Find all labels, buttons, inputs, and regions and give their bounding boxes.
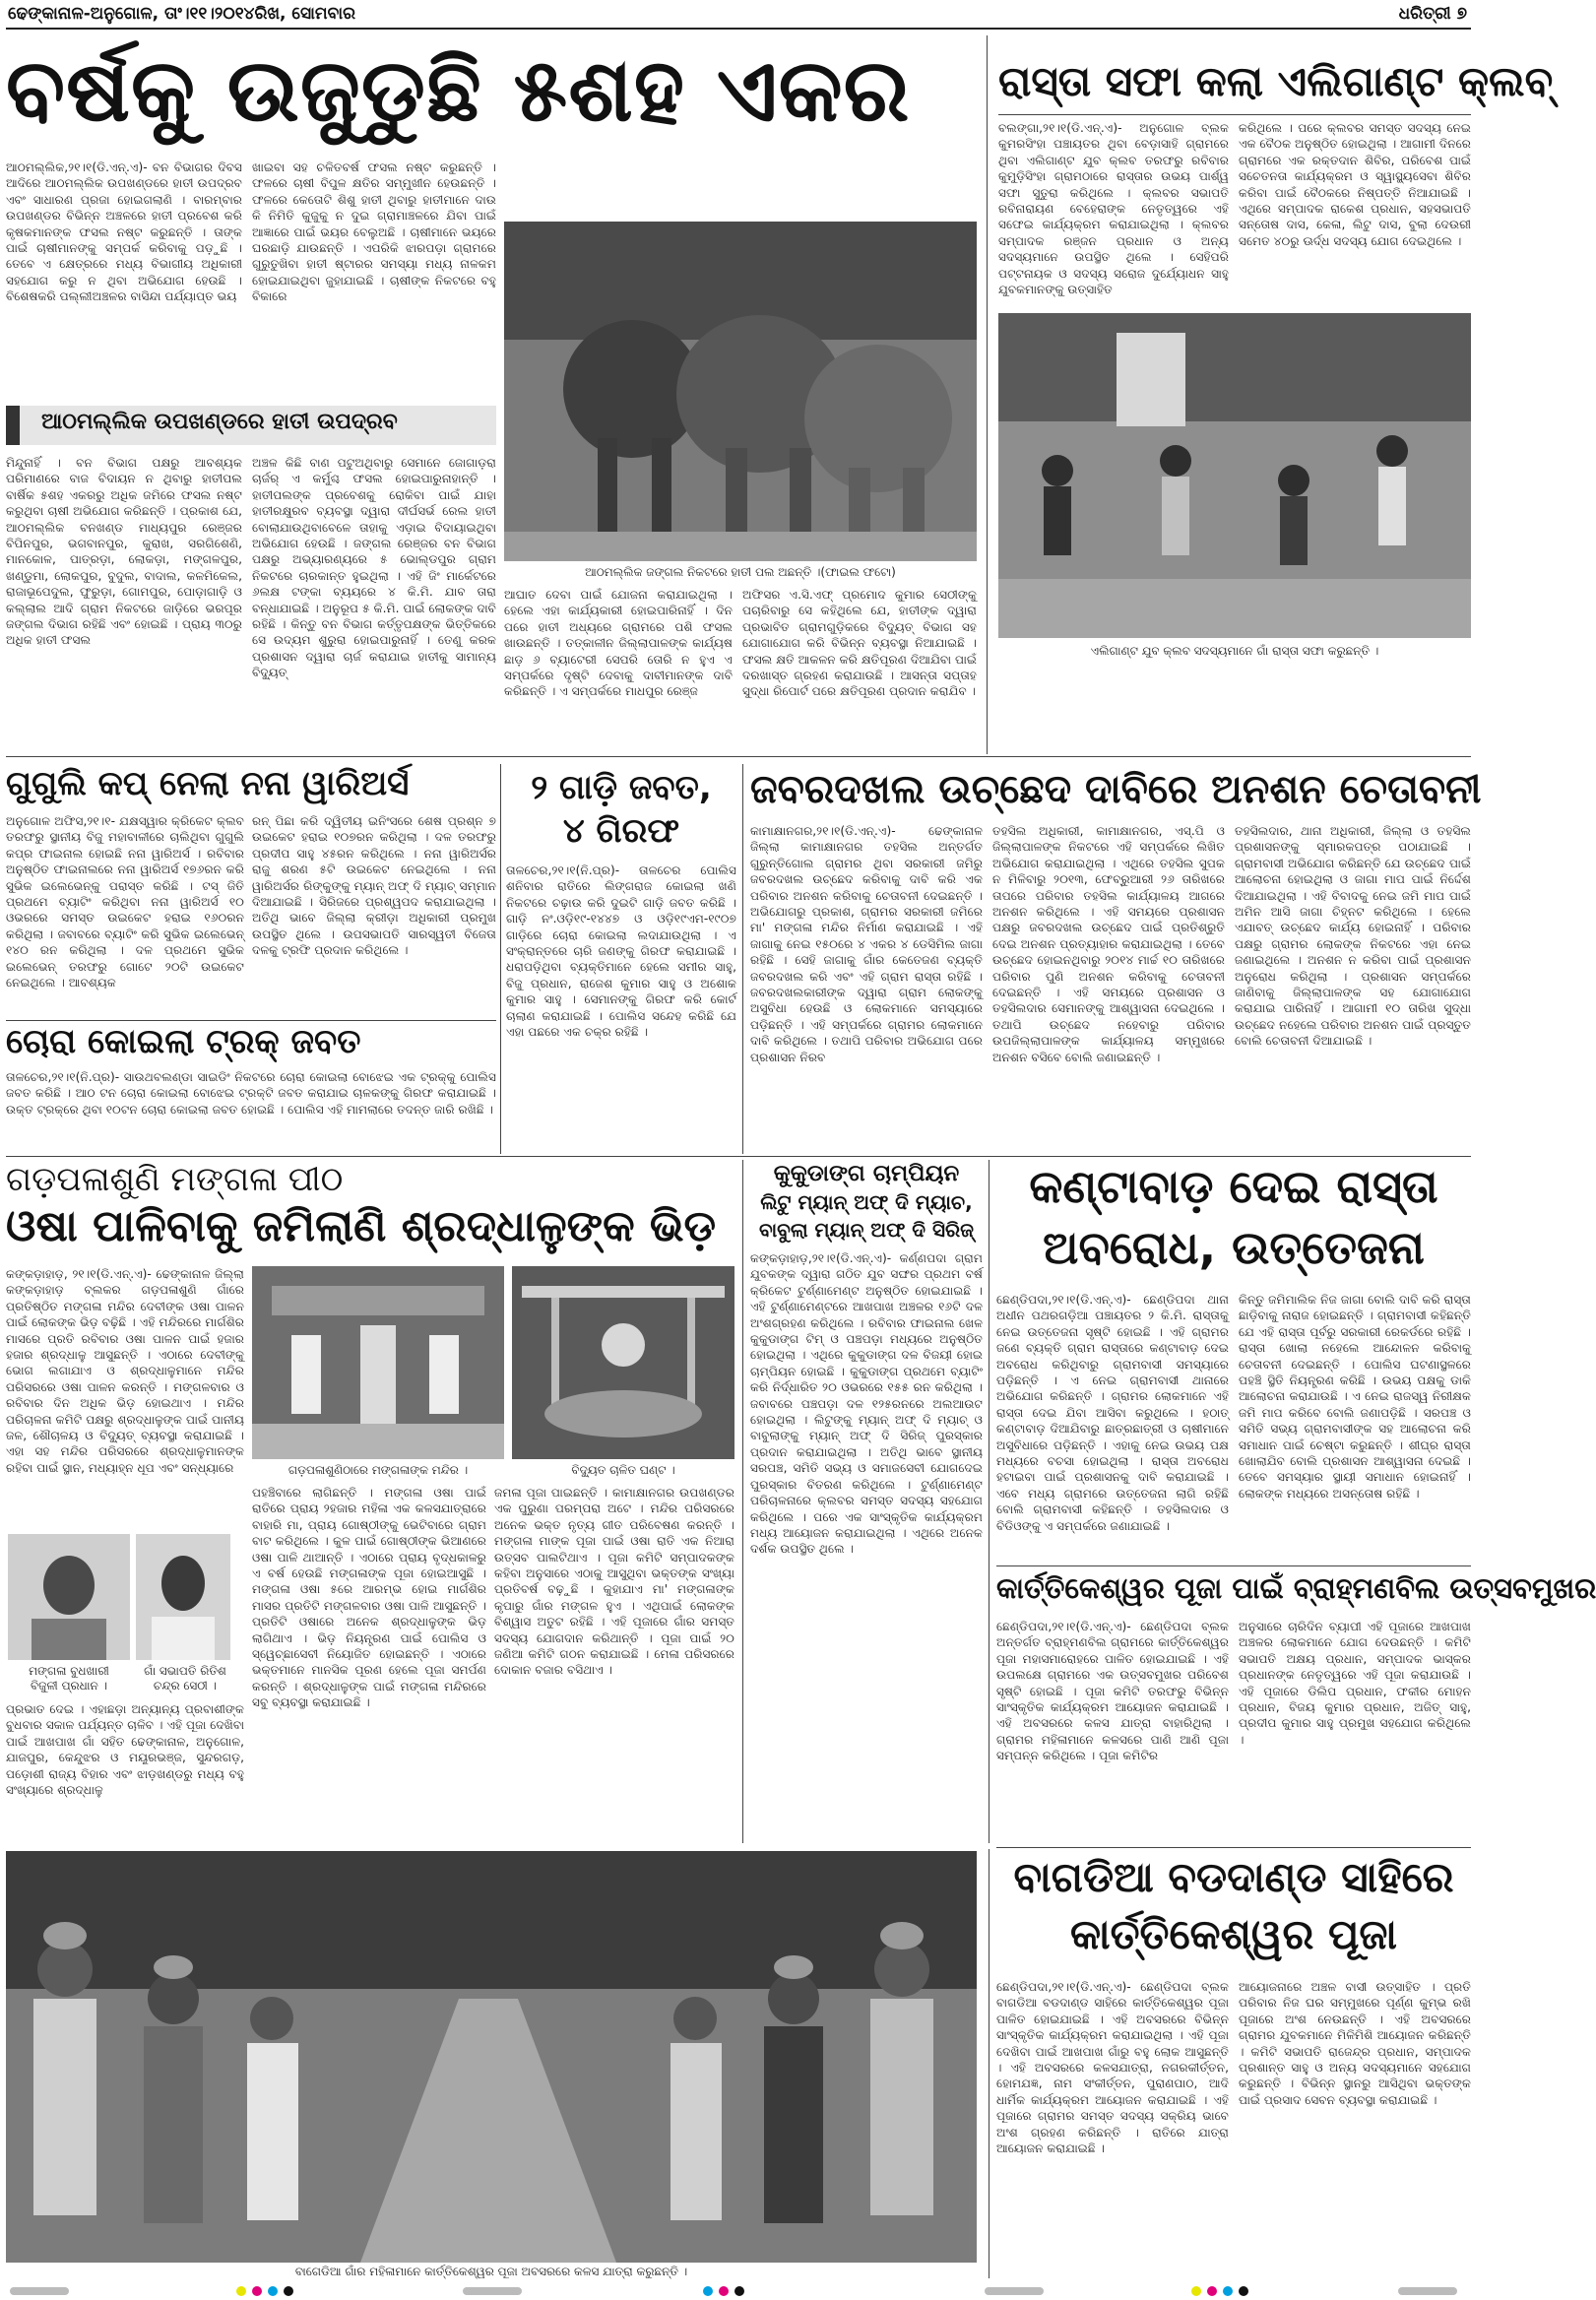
- column-rule: [500, 764, 501, 1154]
- person2-photo: [136, 1534, 230, 1660]
- bagadia-col2: ଆୟୋଜନାରେ ଅଞ୍ଚଳ ବାସୀ ଉତ୍ସାହିତ । ପ୍ରତି ପରିବାର ନିଜ ଘର ସମ୍ମୁଖରେ ପୂର୍ଣ୍ଣ କୁମ୍ଭ ରଖି ପୂଜାରେ ଅଂଶ ନେଉଛନ୍ତି । ଏହି ଅବସରରେ ଗ୍ରାମର ଯୁବକମାନେ ମିଳିମିଶି ଆୟୋଜନ କରିଛନ୍ତି । କମିଟି ସଭାପତି ରାଜେନ୍ଦ୍ର ପ୍ରଧାନ, ସମ୍ପାଦକ ପ୍ରଶାନ୍ତ ସାହୁ ଓ ଅନ୍ୟ ସଦସ୍ୟମାନେ ସହଯୋଗ କରୁଛନ୍ତି । ବିଭିନ୍ନ ସ୍ଥାନରୁ ଆସିଥିବା ଭକ୍ତଙ୍କ ପାଇଁ ପ୍ରସାଦ ସେବନ ବ୍ୟବସ୍ଥା କରାଯାଇଛି ।: [1239, 1980, 1471, 2107]
- elephant-photo-caption: ଆଠମଲ୍ଲିକ ଜଙ୍ଗଲ ନିକଟରେ ହାତୀ ପଲ ଅଛନ୍ତି ।(ଫାଇଲ ଫଟୋ): [585, 565, 896, 579]
- person2-portrait: [136, 1534, 230, 1660]
- thorns-col1: ଛେଣ୍ଡିପଦା,୨୧।୧(ଡି.ଏନ୍.ଏ)- ଛେଣ୍ଡିପଦା ଥାନା ଅଧୀନ ପଥରଗଡ଼ିଆ ପଞ୍ଚାୟତର ୨ କି.ମି. ରାସ୍ତାକୁ ନେଇ ଉତ୍ତେଜନା ସୃଷ୍ଟି ହୋଇଛି । ଏହି ଗ୍ରାମର ଜଣେ ବ୍ୟକ୍ତି ଗ୍ରାମ ରାସ୍ତାରେ କଣ୍ଟାବାଡ଼ ଦେଇ ଅବରୋଧ କରିଥିବାରୁ ଗ୍ରାମବାସୀ ସମସ୍ୟାରେ ପଡ଼ିଛନ୍ତି । ଏ ନେଇ ଗ୍ରାମବାସୀ ଥାନାରେ ଅଭିଯୋଗ କରିଛନ୍ତି । ଗ୍ରାମର ଲୋକମାନେ ଏହି ରାସ୍ତା ଦେଇ ଯିବା ଆସିବା କରୁଥିଲେ । ହଠାତ୍ କଣ୍ଟାବାଡ଼ ଦିଆଯିବାରୁ ଛାତ୍ରଛାତ୍ରୀ ଓ ଚାଷୀମାନେ ଅସୁବିଧାରେ ପଡ଼ିଛନ୍ତି । ଏହାକୁ ନେଇ ଉଭୟ ପକ୍ଷ ମଧ୍ୟରେ ବଚସା ହୋଇଥିଲା । ରାସ୍ତା ଅବରୋଧ ହଟାଇବା ପାଇଁ ପ୍ରଶାସନକୁ ଦାବି କରାଯାଇଛି । ଏବେ ମଧ୍ୟ ଗ୍ରାମରେ ଉତ୍ତେଜନା ଲାଗି ରହିଛି ବୋଲି ଗ୍ରାମବାସୀ କହିଛନ୍ତି । ତହସିଲଦାର ଓ ବିଡିଓଙ୍କୁ ଏ ସମ୍ପର୍କରେ ଜଣାଯାଇଛି ।: [996, 1293, 1229, 1533]
- coal-headline: ଚୋରା କୋଇଲା ଟ୍ରକ୍ ଜବତ: [6, 1022, 361, 1061]
- mangala-col3: ଜମଳା ପୂଜା ପାଇଛନ୍ତି । କାମାକ୍ଷାନଗର ଉପଖଣ୍ଡର ଏକ ପୁରୁଣା ପରମ୍ପରା ଅଟେ । ମନ୍ଦିର ପରିସରରେ ଅନେକ ଭକ୍ତ ନୃତ୍ୟ ଗୀତ ପରିବେଷଣ କରନ୍ତି । ମଙ୍ଗଳା ମାଙ୍କ ପୂଜା ପାଇଁ ଓଷା ରାତି ଏକ ନିଆରା ଉତ୍ସବ ପାଲଟିଥାଏ । ପୂଜା କମିଟି ସମ୍ପାଦକଙ୍କ କହିବା ଅନୁସାରେ ଏଠାକୁ ଆସୁଥିବା ଭକ୍ତଙ୍କ ସଂଖ୍ୟା ପ୍ରତିବର୍ଷ ବଢ଼ୁଛି । କୁହାଯାଏ ମା' ମଙ୍ଗଳାଙ୍କ କୃପାରୁ ଗାଁର ମଙ୍ଗଳ ହୁଏ । ଏଥିପାଇଁ ଲୋକଙ୍କ ବିଶ୍ୱାସ ଅତୁଟ ରହିଛି । ଏହି ପୂଜାରେ ଗାଁର ସମସ୍ତ ସଦସ୍ୟ ଯୋଗଦାନ କରିଥାନ୍ତି । ପୂଜା ପାଇଁ ୨୦ ଜଣିଆ କମିଟି ଗଠନ କରାଯାଇଛି । ମେଳା ପରିସରରେ ଦୋକାନ ବଜାର ବସିଥାଏ ।: [494, 1486, 734, 1678]
- registration-dot-black: [284, 2286, 293, 2296]
- club-headline: ରାସ୍ତା ସଫା କଲା ଏଲିଗାଣ୍ଟ କ୍ଲବ୍: [998, 57, 1554, 105]
- person1-photo: [8, 1534, 130, 1660]
- bagadia-headline-line2: କାର୍ତ୍ତିକେଶ୍ୱର ପୂଜା: [1069, 1910, 1398, 1958]
- registration-dot-yellow: [236, 2286, 246, 2296]
- kabaddi-headline-line1: କୁକୁଡାଙ୍ଗ ଚାମ୍ପିୟନ: [773, 1161, 960, 1186]
- person1-caption: ମଙ୍ଗଳା ବୁଧଖାରୀ ବିଜୁଳୀ ପ୍ରଧାନ ।: [29, 1664, 109, 1693]
- header-page-number: ଧରିତ୍ରୀ ୭: [1398, 4, 1467, 24]
- procession-photo: [6, 1851, 977, 2263]
- mangala-kicker: ଗଡ଼ପଳାଶୁଣି ମଙ୍ଗଳା ପୀଠ: [6, 1160, 344, 1199]
- brahmin-col2: ଅନୁସାରେ ଚାରିଦିନ ବ୍ୟାପୀ ଏହି ପୂଜାରେ ଆଖପାଖ ଅଞ୍ଚଳର ଲୋକମାନେ ଯୋଗ ଦେଉଛନ୍ତି । କମିଟି ସଭାପତି ଅକ୍ଷୟ ପ୍ରଧାନ, ସମ୍ପାଦକ ଭାସ୍କର ପ୍ରଧାନଙ୍କ ନେତୃତ୍ୱରେ ଏହି ପୂଜା କରାଯାଉଛି । ଏହି ପୂଜାରେ ଡିଲିପ ପ୍ରଧାନ, ଫକୀର ମୋହନ ପ୍ରଧାନ, ବିଜୟ କୁମାର ପ୍ରଧାନ, ଅଜିତ୍ ସାହୁ, ପ୍ରଦୀପ କୁମାର ସାହୁ ପ୍ରମୁଖ ସହଯୋଗ କରିଥିଲେ ।: [1239, 1620, 1471, 1747]
- thorns-headline-line2: ଅବରୋଧ, ଉତ୍ତେଜନା: [1043, 1221, 1425, 1274]
- temple-photo: [252, 1266, 504, 1459]
- hunger-col3: ତହସିଲଦାର, ଥାନା ଅଧିକାରୀ, ଜିଲ୍ଲା ଓ ତହସିଲ ପ୍ରଶାସନଙ୍କୁ ସ୍ମାରକପତ୍ର ପଠାଯାଇଛି । ଗ୍ରାମବାସୀ ଅଭିଯୋଗ କରିଛନ୍ତି ଯେ ଉଚ୍ଛେଦ ପାଇଁ ଆଲୋଚନା ହୋଇଥିଲା ଓ ଜାଗା ମାପ ପାଇଁ ନିର୍ଦ୍ଦେଶ ଦିଆଯାଇଥିଲା । ଏହି ବିବାଦକୁ ନେଇ ଜମି ମାପ ପାଇଁ ଅମିନ ଆସି ଜାଗା ଚିହ୍ନଟ କରିଥିଲେ । ହେଲେ ଏଯାବତ୍ ଉଚ୍ଛେଦ କାର୍ଯ୍ୟ ହୋଇନାହିଁ । ପରିବାର ପକ୍ଷରୁ ଗ୍ରାମର ଲୋକଙ୍କ ନିକଟରେ ଏହା ନେଇ ଜଣାଇଥିଲେ । ଅନଶନ ନ କରିବା ପାଇଁ ପ୍ରଶାସନ ଅନୁରୋଧ କରିଥିଲା । ପ୍ରଶାସନ ସମ୍ପର୍କରେ ଜାଣିବାକୁ ଜିଲ୍ଲାପାଳଙ୍କ ସହ ଯୋଗାଯୋଗ କରାଯାଇ ପାରିନାହିଁ । ଆଗାମୀ ୧୦ ତାରିଖ ସୁଦ୍ଧା ଉଚ୍ଛେଦ ନହେଲେ ପରିବାର ଅନଶନ ପାଇଁ ପ୍ରସ୍ତୁତ ବୋଲି ଚେତାବନୀ ଦିଆଯାଇଛି ।: [1235, 824, 1471, 1049]
- elephant-col4: ଅଫିସର ଏ.ସି.ଏଫ୍ ପ୍ରମୋଦ କୁମାର ସେଠୀଙ୍କୁ ପଚାରିବାରୁ ସେ କହିଥିଲେ ଯେ, ହାତୀଙ୍କ ଦ୍ୱାରା ପ୍ରଭାବିତ ଗ୍ରାମଗୁଡ଼ିକରେ ବିଦ୍ୟୁତ୍ ବିଭାଗ ସହ ଯୋଗାଯୋଗ କରି ବିଭିନ୍ନ ବ୍ୟବସ୍ଥା ନିଆଯାଇଛି । ଫସଲ କ୍ଷତି ଆକଳନ କରି କ୍ଷତିପୂରଣ ଦିଆଯିବା ପାଇଁ ଦରଖାସ୍ତ ଗ୍ରହଣ କରାଯାଉଛି । ଆସନ୍ତା ସପ୍ତାହ ସୁଦ୍ଧା ରିପୋର୍ଟ ପରେ କ୍ଷତିପୂରଣ ପ୍ରଦାନ କରାଯିବ ।: [742, 588, 977, 699]
- registration-bar: [463, 2287, 522, 2295]
- elephant-banner: ଆଠମଲ୍ଲିକ ଉପଖଣ୍ଡରେ ହାତୀ ଉପଦ୍ରବ: [6, 406, 496, 445]
- print-registration-strip: [0, 2282, 1477, 2300]
- person1-portrait: [8, 1534, 130, 1660]
- temple-illustration: [252, 1266, 504, 1459]
- registration-bar: [985, 2287, 1044, 2295]
- registration-dot-black: [1239, 2286, 1248, 2296]
- elephant-photo: [504, 222, 977, 561]
- vehicles-headline-line1: ୨ ଗାଡ଼ି ଜବତ,: [531, 768, 712, 807]
- hunger-headline: ଜବରଦଖଲ ଉଚ୍ଛେଦ ଦାବିରେ ଅନଶନ ଚେତାବନୀ: [750, 767, 1482, 812]
- coal-body: ତାଳଚେର,୨୧।୧(ନି.ପ୍ର)- ସାଉଥବଲଣ୍ଡା ସାଇଡିଂ ନିକଟରେ ଚୋରା କୋଇଲା ବୋଝେଇ ଏକ ଟ୍ରକ୍କୁ ପୋଲିସ ଜବତ କରିଛି । ଆଠ ଟନ ଚୋରା କୋଇଲା ବୋଝେଇ ଟ୍ରକ୍ଟି ଜବତ କରାଯାଇ ଚାଳକଙ୍କୁ ଗିରଫ କରାଯାଇଛି । ଉକ୍ତ ଟ୍ରକ୍ରେ ଥିବା ୧୦ଟନ ଚୋରା କୋଇଲା ଜବତ ହୋଇଛି । ପୋଲିସ ଏହି ମାମଲାରେ ତଦନ୍ତ ଜାରି ରଖିଛି ।: [6, 1070, 496, 1117]
- section-rule-2: [6, 1156, 1471, 1157]
- brahmin-headline: କାର୍ତ୍ତିକେଶ୍ୱର ପୂଜା ପାଇଁ ବ୍ରାହ୍ମଣବିଲ ଉତ୍ସବମୁଖର: [996, 1571, 1596, 1605]
- bagadia-col1: ଛେଣ୍ଡିପଦା,୨୧।୧(ଡି.ଏନ୍.ଏ)- ଛେଣ୍ଡିପଦା ବ୍ଲକ ବାଗଡିଆ ବଡଦାଣ୍ଡ ସାହିରେ କାର୍ତ୍ତିକେଶ୍ୱର ପୂଜା ପାଳିତ ହୋଇଯାଇଛି । ଏହି ଅବସରରେ ବିଭିନ୍ନ ସାଂସ୍କୃତିକ କାର୍ଯ୍ୟକ୍ରମ କରାଯାଇଥିଲା । ଏହି ପୂଜା ଦେଖିବା ପାଇଁ ଆଖପାଖ ଗାଁରୁ ବହୁ ଲୋକ ଆସୁଛନ୍ତି । ଏହି ଅବସରରେ କଳସଯାତ୍ରା, ନଗରକୀର୍ତ୍ତନ, ହୋମଯଜ୍ଞ, ନାମ ସଂକୀର୍ତ୍ତନ, ପୁରାଣପାଠ, ଆଦି ଧାର୍ମିକ କାର୍ଯ୍ୟକ୍ରମ ଆୟୋଜନ କରାଯାଇଛି । ଏହି ପୂଜାରେ ଗ୍ରାମର ସମସ୍ତ ସଦସ୍ୟ ସକ୍ରିୟ ଭାବେ ଅଂଶ ଗ୍ରହଣ କରିଛନ୍ତି । ରାତିରେ ଯାତ୍ରା ଆୟୋଜନ କରାଯାଇଛି ।: [996, 1980, 1229, 2156]
- elephant-col2a: ଖାଇବା ସହ ଚଳିତବର୍ଷ ଫସଲ ନଷ୍ଟ କରୁଛନ୍ତି । ଫଳରେ ଚାଷୀ ବିପୁଳ କ୍ଷତିର ସମ୍ମୁଖୀନ ହେଉଛନ୍ତି । ଫଳରେ କେତୋଟି ଶିଶୁ ହାତୀ ଥିବାରୁ ହାତୀମାନେ ଦାଉ କି ନିମିତି କୁଜୁକୁ ନ ଦୁଇ ଗ୍ରାମାଞ୍ଚଳରେ ଯିବା ପାଇଁ ଆଜ୍ଞାରେ ପାଇଁ ଭୟର ବେଲୁଅଛି । ଚାଷୀମାନେ ଭୟରେ ଘରଛାଡ଼ି ଯାଉଛନ୍ତି । ଏପରିକି ଝାରପଡ଼ା ଗ୍ରାମରେ ଗୁରୁତୁଖିବା ହାତୀ ଷ୍ଟାରର ସମସ୍ୟା ମଧ୍ୟ ନାଳକମ ହୋଇଯାଇଥିବା ଜୁହାଯାଇଛି । ଚାଷୀଙ୍କ ନିକଟରେ ବହୁ ବିକାରେ: [252, 160, 496, 304]
- procession-illustration: [6, 1851, 977, 2263]
- club-photo-caption: ଏଲିଗାଣ୍ଟ ଯୁବ କ୍ଲବ ସଦସ୍ୟମାନେ ଗାଁ ରାସ୍ତା ସଫା କରୁଛନ୍ତି ।: [1090, 644, 1379, 658]
- brahmin-rule: [996, 1565, 1471, 1566]
- temple-photo-caption: ଗଡ଼ପଳାଶୁଣିଠାରେ ମଙ୍ଗଳାଙ୍କ ମନ୍ଦିର ।: [287, 1463, 469, 1477]
- hunger-col2: ତହସିଲ ଅଧିକାରୀ, କାମାକ୍ଷାନଗର, ଏସ୍.ପି ଓ ଜିଲ୍ଲାପାଳଙ୍କ ନିକଟରେ ଏହି ସମ୍ପର୍କରେ ଲିଖିତ ଅଭିଯୋଗ କରାଯାଇଥିଲା । ଏଥିରେ ତହସିଲ ସୁପକ ନ ମିଳିବାରୁ ୨୦୧୩, ଫେବ୍ରୁଆରୀ ୨୬ ତାରିଖରେ ତାପରେ ପରିବାର ତହସିଲ କାର୍ଯ୍ୟାଳୟ ଆଗରେ ଅନଶନ କରିଥିଲେ । ଏହି ସମୟରେ ପ୍ରଶାସନ ପକ୍ଷରୁ ଜବରଦଖଲ ଉଚ୍ଛେଦ ପାଇଁ ପ୍ରତିଶ୍ରୁତି ଦେଇ ଅନଶନ ପ୍ରତ୍ୟାହାର କରାଯାଇଥିଲା । ତେବେ ଉଚ୍ଛେଦ ହୋଇନଥିବାରୁ ୨୦୧୪ ମାର୍ଚ୍ଚ ୧୦ ତାରିଖରେ ପରିବାର ପୁଣି ଅନଶନ କରିବାକୁ ଚେତାବନୀ ଦେଇଛନ୍ତି । ଏହି ସମୟରେ ପ୍ରଶାସନ ଓ ତହସିଲଦାର ସେମାନଙ୍କୁ ଆଶ୍ୱାସନା ଦେଇଥିଲେ । ତଥାପି ଉଚ୍ଛେଦ ନହେବାରୁ ପରିବାର ଉପଜିଲ୍ଲାପାଳଙ୍କ କାର୍ଯ୍ୟାଳୟ ସମ୍ମୁଖରେ ଅନଶନ ବସିବେ ବୋଲି ଜଣାଇଛନ୍ତି ।: [992, 824, 1225, 1064]
- cricket-col1: ଅନୁଗୋଳ ଅଫିସ,୨୧।୧- ଯକ୍ଷସ୍ୱାର କ୍ରିକେଟ କ୍ଲବ ତରଫରୁ ସ୍ଥାନୀୟ ବିଜୁ ମହାବାଳୀରେ ଚାଲିଥିବା ଗୁଗୁଲି କପ୍ର ଫାଇନାଲ ହୋଇଛି ନନା ୱାରିଅର୍ସ । ରବିବାର ଅନୁଷ୍ଠିତ ଫାଇନାଲରେ ନନା ୱାରିଅର୍ସ ୧୭୬ରନ କରି ସୁଭିକ ଇଲେଭେନ୍କୁ ପରାସ୍ତ କରିଛି । ଟସ୍ ଜିତି ପ୍ରଥମେ ବ୍ୟାଟିଂ କରିଥିବା ନନା ୱାରିଅର୍ସ ୧୦ ଓଭରରେ ସମସ୍ତ ଉଇକେଟ ହରାଇ ୧୬୦ରନ କରିଥିଲା । ଜବାବରେ ବ୍ୟାଟିଂ କରି ସୁଭିକ ଇଲେଭେନ୍ ୧୪୦ ରନ କରିଥିଲା । ଦଳ ପ୍ରଥମେ ସୁଭିକ ଇଲେଭେନ୍ ତରଫରୁ ଗୋଟେ ୨୦ଟି ଉଇକେଟ ନେଇଥିଲେ । ଆବଶ୍ୟକ: [6, 814, 244, 990]
- bagadia-headline-line1: ବାଗଡିଆ ବଡଦାଣ୍ଡ ସାହିରେ: [1013, 1853, 1454, 1901]
- elephant-illustration: [504, 222, 977, 561]
- bell-illustration: [512, 1266, 734, 1459]
- section-rule-1: [6, 756, 1471, 757]
- vehicles-headline-line2: ୪ ଗିରଫ: [562, 811, 680, 851]
- kabaddi-headline-line2: ଲିଟୁ ମ୍ୟାନ୍ ଅଫ୍ ଦି ମ୍ୟାଚ,: [760, 1190, 973, 1214]
- elephant-col3: ଆଘାତ ଦେବା ପାଇଁ ଯୋଜନା କରାଯାଇଥିଲା । ହେଲେ ଏହା କାର୍ଯ୍ୟକାରୀ ହୋଇପାରିନାହିଁ । ଦିନ ପରେ ହାତୀ ଅଧ୍ୟରେ ଗ୍ରାମରେ ପଶି ଫସଲ ଖାଉଛନ୍ତି । ତତ୍କାଳୀନ ଜିଲ୍ଲାପାଳଙ୍କ କାର୍ଯ୍ୟଷ ଛାଡ଼ ୬ ବ୍ୟାଟେରୀ ସେପରି ତୋରି ନ ହୁଏ ଏ ସମ୍ପର୍କରେ ଦୃଷ୍ଟି ଦେବାକୁ ଦାବୀମାନଙ୍କ ଦାବି କରିଛନ୍ତି । ଏ ସମ୍ପର୍କରେ ମାଧପୁର ରେଞ୍ଜ: [504, 588, 733, 699]
- person2-caption: ଗାଁ ସଭାପତି ରିତିଶ ଚନ୍ଦ୍ର ସେଠୀ ।: [144, 1664, 226, 1693]
- mangala-col2: ପହଞ୍ଚିବାରେ ଲାଗିଛନ୍ତି । ମଙ୍ଗଳା ଓଷା ପାଇଁ ରାତିରେ ପ୍ରାୟ ୨ହଜାର ମହିଳା ଏକ କଳସଯାତ୍ରାରେ ବାହାରି ମା, ପ୍ରାୟ ଗୋଷ୍ଠୀଙ୍କୁ ଭେଟିବାରେ ଗ୍ରାମ ବାଟ କରିଥିଲେ । କୁଳ ପାଇଁ ଗୋଷ୍ଠୀଙ୍କ ଭିଆଣରେ ଓଷା ପାଳି ଥାଆନ୍ତି । ଏଠାରେ ପ୍ରାୟ ବୃଦ୍ଧକାଳରୁ ଏ ବର୍ଷ ହେଉଛି ମଙ୍ଗଳାଙ୍କ ପୂଜା ହୋଇଆସୁଛି । ମଙ୍ଗଳା ଓଷା ୫ରେ ଆରମ୍ଭ ହୋଇ ମାର୍ଗଶିର ମାସର ପ୍ରତିଟି ମଙ୍ଗଳବାର ଓଷା ପାଳି ଆସୁଛନ୍ତି । ପ୍ରତିଟି ଓଷାରେ ଅନେକ ଶ୍ରଦ୍ଧାଳୁଙ୍କ ଭିଡ଼ ଲାଗିଥାଏ । ଭିଡ଼ ନିୟନ୍ତ୍ରଣ ପାଇଁ ପୋଲିସ ଓ ସ୍ୱେଚ୍ଛାସେବୀ ନିୟୋଜିତ ହୋଇଛନ୍ତି । ଏଠାରେ ଭକ୍ତମାନେ ମାନସିକ ପୂରଣ ହେଲେ ପୂଜା ସମର୍ପଣ କରନ୍ତି । ଶ୍ରଦ୍ଧାଳୁଙ୍କ ପାଇଁ ମଙ୍ଗଳା ମନ୍ଦିରରେ ସବୁ ବ୍ୟବସ୍ଥା କରାଯାଇଛି ।: [252, 1486, 486, 1710]
- registration-dot-cyan: [268, 2286, 278, 2296]
- registration-dot-magenta: [1207, 2286, 1217, 2296]
- registration-dot-cyan: [1223, 2286, 1233, 2296]
- column-rule: [742, 764, 743, 1154]
- kabaddi-body: କଙ୍କଡ଼ାହାଡ଼,୨୧।୧(ଡି.ଏନ୍.ଏ)- କର୍ଣ୍ଣପଦା ଗ୍ରାମ ଯୁବକଙ୍କ ଦ୍ୱାରା ଗଠିତ ଯୁବ ସଙ୍ଘର ପ୍ରଥମ ବର୍ଷ କ୍ରିକେଟ ଟୁର୍ଣ୍ଣାମେଣ୍ଟ ଅନୁଷ୍ଠିତ ହୋଇଯାଇଛି । ଏହି ଟୁର୍ଣ୍ଣାମେଣ୍ଟରେ ଆଖପାଖ ଅଞ୍ଚଳର ୧୬ଟି ଦଳ ଅଂଶଗ୍ରହଣ କରିଥିଲେ । ରବିବାର ଫାଇନାଲ ଖେଳ କୁକୁଡାଙ୍ଗ ଟିମ୍ ଓ ପଞ୍ଚପଡ଼ା ମଧ୍ୟରେ ଅନୁଷ୍ଠିତ ହୋଇଥିଲା । ଏଥିରେ କୁକୁଡାଙ୍ଗ ଦଳ ବିଜୟୀ ହୋଇ ଚାମ୍ପିୟନ ହୋଇଛି । କୁକୁଡାଙ୍ଗ ପ୍ରଥମେ ବ୍ୟାଟିଂ କରି ନିର୍ଦ୍ଧାରିତ ୨୦ ଓଭରରେ ୧୫୫ ରନ କରିଥିଲା । ଜବାବରେ ପଞ୍ଚପଡ଼ା ଦଳ ୧୨୫ରନରେ ଅଲଆଉଟ ହୋଇଥିଲା । ଲିଟୁଙ୍କୁ ମ୍ୟାନ୍ ଅଫ୍ ଦି ମ୍ୟାଚ୍ ଓ ବାବୁଲାଙ୍କୁ ମ୍ୟାନ୍ ଅଫ୍ ଦି ସିରିଜ୍ ପୁରସ୍କାର ପ୍ରଦାନ କରାଯାଇଥିଲା । ଅତିଥି ଭାବେ ସ୍ଥାନୀୟ ସରପଞ୍ଚ, ସମିତି ସଭ୍ୟ ଓ ସମାଜସେବୀ ଯୋଗଦେଇ ପୁରସ୍କାର ବିତରଣ କରିଥିଲେ । ଟୁର୍ଣ୍ଣାମେଣ୍ଟ ପରିଚାଳନାରେ କ୍ଲବର ସମସ୍ତ ସଦସ୍ୟ ସହଯୋଗ କରିଥିଲେ । ପରେ ଏକ ସାଂସ୍କୃତିକ କାର୍ଯ୍ୟକ୍ରମ ମଧ୍ୟ ଆୟୋଜନ କରାଯାଇଥିଲା । ଏଥିରେ ଅନେକ ଦର୍ଶକ ଉପସ୍ଥିତ ଥିଲେ ।: [750, 1251, 983, 1557]
- mangala-headline: ଓଷା ପାଳିବାକୁ ଜମିଲାଣି ଶ୍ରଦ୍ଧାଳୁଙ୍କ ଭିଡ଼: [6, 1201, 717, 1251]
- bell-photo: [512, 1266, 734, 1459]
- club-photo: [998, 313, 1471, 638]
- kabaddi-headline-line3: ବାବୁଲା ମ୍ୟାନ୍ ଅଫ୍ ଦି ସିରିଜ୍: [758, 1218, 974, 1242]
- registration-bar: [10, 2287, 69, 2295]
- column-rule: [987, 35, 988, 754]
- club-illustration: [998, 313, 1471, 638]
- mangala-col1: ପ୍ରଭାତ ଦେଇ । ଏହାଛଡ଼ା ଅନ୍ୟାନ୍ୟ ପ୍ରବାଶୀଙ୍କ ବୁଧବାର ସକାଳ ପର୍ଯ୍ୟନ୍ତ ଚାଳିବ । ଏହି ପୂଜା ଦେଖିବା ପାଇଁ ଆଖପାଖ ଗାଁ ସହିତ ଢେଙ୍କାନାଳ, ଅନୁଗୋଳ, ଯାଜପୁର, କେନ୍ଦୁଝର ଓ ମୟୂରଭଞ୍ଜ, ସୁନ୍ଦରଗଡ଼, ପଡ଼ୋଶୀ ରାଜ୍ୟ ବିହାର ଏବଂ ଝାଡ଼ଖଣ୍ଡରୁ ମଧ୍ୟ ବହୁ ସଂଖ୍ୟାରେ ଶ୍ରଦ୍ଧାଳୁ: [6, 1702, 244, 1798]
- registration-dot-magenta: [719, 2286, 729, 2296]
- elephant-col1b: ମିନ୍ଦୁନାହିଁ । ବନ ବିଭାଗ ପକ୍ଷରୁ ଆବଶ୍ୟକ ପରିମାଣରେ ବାଜ ବିଦାୟନ ନ ଥିବାରୁ ହାତୀପଲ ବାର୍ଷିକ ୫ଶହ ଏକରରୁ ଅଧିକ ଜମିରେ ଫସଲ ନଷ୍ଟ କରୁଥିବା ଚାଷୀ ଅଭିଯୋଗ କରିଛନ୍ତି । ପ୍ରକାଶ ଯେ, ଆଠମଲ୍ଲିକ ବନଖଣ୍ଡ ମାଧ୍ୟପୁର ରେଞ୍ଜର ବିପିନପୁର, ଭଗବାନପୁର, କୁରାଖ, ସରଗିଶେଣି, ମାନକୋଳ, ପାତ୍ରଡ଼ା, ଲୋକଡ଼ା, ମଙ୍ଗଳପୁର, ଖଣ୍ଡୁମା, ଲୋକପୁର, ବୁଦୁଲ, ବାଦାଲ, କଳମିକେଲ, ରାଜାଭୂପେଦୁଲ, ଫୁରୁଡ଼ା, ଗୋମପୁର, ପୋଡ଼ାଗାଡ଼ି ଓ କଲ୍ଲାଲ ଆଦି ଗ୍ରାମ ନିକଟରେ ଜାଡ଼ିରେ ଭରପୂର ଜଙ୍ଗଲ ଦିଭାଗ ରହିଛି ଏବଂ ହୋଇଛି । ପ୍ରାୟ ୩୦ରୁ ଅଧିକ ହାତୀ ଫସଲ: [6, 456, 242, 648]
- vehicles-body: ତାଳଚେର,୨୧।୧(ନି.ପ୍ର)- ତାଳଚେର ପୋଲିସ ଶନିବାର ରାତିରେ ଲିଙ୍ଗରାଜ କୋଇଲା ଖଣି ନିକଟରେ ଚଢ଼ାଉ କରି ଦୁଇଟି ଗାଡ଼ି ଜବତ କରିଛି । ଗାଡ଼ି ନଂ.ଓଡ଼ି୧୯-୧୪୪୭ ଓ ଓଡ଼ି୧୯ଏମ-୧୯୦୭ ଗାଡ଼ିରେ ଚୋରା କୋଇଲା ଲଦାଯାଉଥିଲା । ଏ ସଂକ୍ରାନ୍ତରେ ଚାରି ଜଣଙ୍କୁ ଗିରଫ କରାଯାଇଛି । ଧରାପଡ଼ିଥିବା ବ୍ୟକ୍ତିମାନେ ହେଲେ ସମୀର ସାହୁ, ବିଜୁ ପ୍ରଧାନ, ରାଜେଶ କୁମାର ସାହୁ ଓ ଅଶୋକ କୁମାର ସାହୁ । ସେମାନଙ୍କୁ ଗିରଫ କରି କୋର୍ଟ ଚାଲାଣ କରାଯାଇଛି । ପୋଲିସ ସନ୍ଦେହ କରିଛି ଯେ ଏହା ପଛରେ ଏକ ଚକ୍ର ରହିଛି ।: [506, 863, 736, 1040]
- coal-rule: [6, 1020, 496, 1021]
- cricket-col2: ରନ୍ ପିଛା କରି ଦ୍ୱିତୀୟ ଇନିଂସରେ ଶେଷ ପ୍ରଶ୍ନ ୭ ଉଇକେଟ ହରାଇ ୧୦୭ରନ କରିଥିଲା । ଦଳ ତରଫରୁ ପ୍ରଦୀପ ସାହୁ ୪୫ରନ କରିଥିଲେ । ନନା ୱାରିଅର୍ସର ରାଜୁ ଶରଣ ୫ଟି ଉଇକେଟ ନେଇଥିଲେ । ନନା ୱାରିଅର୍ସର ରିଙ୍କୁଙ୍କୁ ମ୍ୟାନ୍ ଅଫ୍ ଦି ମ୍ୟାଚ୍ ସମ୍ମାନ ଦିଆଯାଇଛି । ସିରିଜରେ ପ୍ରଶ୍ୱପଦ କରାଯାଇଥିଲା । ଅତିଥି ଭାବେ ଜିଲ୍ଲା କ୍ରୀଡ଼ା ଅଧିକାରୀ ପ୍ରମୁଖ ଉପସ୍ଥିତ ଥିଲେ । ଉପସଭାପତି ସାରସ୍ୱତୀ ବିଜେତା ଦଳକୁ ଟ୍ରଫି ପ୍ରଦାନ କରିଥିଲେ ।: [252, 814, 496, 958]
- hunger-col1: କାମାକ୍ଷାନଗର,୨୧।୧(ଡି.ଏନ୍.ଏ)- ଢେଙ୍କାନାଳ ଜିଲ୍ଲା କାମାକ୍ଷାନଗର ତହସିଲ ଅନ୍ତର୍ଗତ ଗୁରୁନ୍ତିଗୋଲ ଗ୍ରାମର ଥିବା ସରକାରୀ ଜମିରୁ ଜବରଦଖଲ ଉଚ୍ଛେଦ କରିବାକୁ ଦାବି କରି ଏକ ପରିବାର ଅନଶନ କରିବାକୁ ଚେତାବନୀ ଦେଇଛନ୍ତି । ଅଭିଯୋଗରୁ ପ୍ରକାଶ, ଗ୍ରାମର ସରକାରୀ ଜମିରେ ମା' ମଙ୍ଗଳା ମନ୍ଦିର ନିର୍ମାଣ କରାଯାଇଛି । ଏହି ଜାଗାକୁ ନେଇ ୧୫୦ରେ ୪ ଏକର ୪ ଡେସିମିଲ ଜାଗା ରହିଛି । ସେହି ଜାଗାକୁ ଗାଁର କେତେଜଣ ବ୍ୟକ୍ତି ଜବରଦଖଲ କରି ଏବଂ ଏହି ଗ୍ରାମ ରାସ୍ତା ରହିଛି । ଜବରଦଖଲକାରୀଙ୍କ ଦ୍ୱାରା ଗ୍ରାମ ଲୋକଙ୍କୁ ଅସୁବିଧା ହେଉଛି ଓ ଲୋକମାନେ ସମସ୍ୟାରେ ପଡ଼ିଛନ୍ତି । ଏହି ସମ୍ପର୍କରେ ଗ୍ରାମର ଲୋକମାନେ ଦାବି କରିଥିଲେ । ତଥାପି ପରିବାର ଅଭିଯୋଗ ପରେ ପ୍ରଶାସନ ନିରବ: [750, 824, 983, 1064]
- bell-photo-caption: ବିଦ୍ୟୁତ ଚାଳିତ ଘଣ୍ଟ ।: [571, 1463, 675, 1477]
- mangala-intro: କଙ୍କଡ଼ାହାଡ଼, ୨୧।୧(ଡି.ଏନ୍.ଏ)- ଢେଙ୍କାନାଳ ଜିଲ୍ଲା କଙ୍କଡ଼ାହାଡ଼ ବ୍ଲକର ଗଡ଼ପଳାଶୁଣି ଗାଁରେ ପ୍ରତିଷ୍ଠିତ ମଙ୍ଗଳା ମନ୍ଦିର ଦେବୀଙ୍କ ଓଷା ପାଳନ ପାଇଁ ଲୋକଙ୍କ ଭିଡ଼ ବଢ଼ିଛି । ଏହି ମନ୍ଦିରରେ ମାର୍ଗଶିର ମାସରେ ପ୍ରତି ରବିବାର ଓଷା ପାଳନ ପାଇଁ ହଜାର ହଜାର ଶ୍ରଦ୍ଧାଳୁ ଆସୁଛନ୍ତି । ଏଠାରେ ଦେବୀଙ୍କୁ ଭୋଗ ଲଗାଯାଏ ଓ ଶ୍ରଦ୍ଧାଳୁମାନେ ମନ୍ଦିର ପରିସରରେ ଓଷା ପାଳନ କରନ୍ତି । ମଙ୍ଗଳବାର ଓ ରବିବାର ଦିନ ଅଧିକ ଭିଡ଼ ହୋଇଥାଏ । ମନ୍ଦିର ପରିଚାଳନା କମିଟି ପକ୍ଷରୁ ଶ୍ରଦ୍ଧାଳୁଙ୍କ ପାଇଁ ପାନୀୟ ଜଳ, ଶୌଚାଳୟ ଓ ବିଦ୍ୟୁତ୍ ବ୍ୟବସ୍ଥା କରାଯାଇଛି । ଏହା ସହ ମନ୍ଦିର ପରିସରରେ ଶ୍ରଦ୍ଧାଳୁମାନଙ୍କ ରହିବା ପାଇଁ ସ୍ଥାନ, ମଧ୍ୟାହ୍ନ ଧୂପ ଏବଂ ସନ୍ଧ୍ୟାରେ: [6, 1267, 244, 1475]
- club-col1: ବଲଙ୍ଗା,୨୧।୧(ଡି.ଏନ୍.ଏ)- ଅନୁଗୋଳ ବ୍ଲକ କୁମରସିଂହା ପଞ୍ଚାୟତର ଥିବା ବେଡ଼ାସାହି ଗ୍ରାମରେ ଥିବା ଏଲିଗାଣ୍ଟ ଯୁବ କ୍ଲବ ତରଫରୁ ରବିବାର କୁମୁଡ଼ିସିଂହା ଗ୍ରାମଠାରେ ରାସ୍ତାର ଉଭୟ ପାର୍ଶ୍ୱ ସଫା ସୁତୁରା କରିଥିଲେ । କ୍ଲବର ସଭାପତି ରବିନାରାୟଣ ବେହେରାଙ୍କ ନେତୃତ୍ୱରେ ଏହି ସଫେଇ କାର୍ଯ୍ୟକ୍ରମ କରାଯାଇଥିଲା । କ୍ଲବର ସମ୍ପାଦକ ରଞ୍ଜନ ପ୍ରଧାନ ଓ ଅନ୍ୟ ସଦସ୍ୟମାନେ ଉପସ୍ଥିତ ଥିଲେ । ସେହିପରି ପଟ୍ଟନାୟକ ଓ ସଦସ୍ୟ ସରୋଜ ଦୁର୍ଯ୍ୟୋଧନ ସାହୁ ଯୁବକମାନଙ୍କୁ ଉତ୍ସାହିତ: [998, 121, 1229, 297]
- registration-dot-black: [734, 2286, 744, 2296]
- section-rule-3: [996, 1847, 1471, 1848]
- elephant-col1a: ଆଠମଲ୍ଲିକ,୨୧।୧(ଡି.ଏନ୍.ଏ)- ବନ ବିଭାଗର ଦିବସ ଆଦିରେ ଆଠମଲ୍ଲିକ ଉପଖଣ୍ଡରେ ହାତୀ ଉପଦ୍ରବ ଏବଂ ସାଧାରଣ ପ୍ରଜା ହୋଇଗଲାଣି । ବାରମ୍ବାର ଉପଖଣ୍ଡର ବିଭିନ୍ନ ଅଞ୍ଚଳରେ ହାତୀ ପ୍ରବେଶ କରି କୃଷକମାନଙ୍କ ଫସଲ ନଷ୍ଟ କରୁଛନ୍ତି । ତାଙ୍କ ପାଇଁ ଚାଷୀମାନଙ୍କୁ ସମ୍ପର୍କ କରିବାକୁ ପଡ଼ୁଛି । ତେବେ ଏ କ୍ଷେତ୍ରରେ ମଧ୍ୟ ବିଭାଗୀୟ ଅଧିକାରୀ ସହଯୋଗ କରୁ ନ ଥିବା ଅଭିଯୋଗ ହେଉଛି । ବିଶେଷକରି ପଲ୍ଲୀଅଞ୍ଚଳର ବାସିନ୍ଦା ପର୍ଯ୍ୟାପ୍ତ ଭୟ: [6, 160, 242, 304]
- brahmin-col1: ଛେଣ୍ଡିପଦା,୨୧।୧(ଡି.ଏନ୍.ଏ)- ଛେଣ୍ଡିପଦା ବ୍ଲକ ଅନ୍ତର୍ଗତ ବ୍ରାହ୍ମଣବିଲ ଗ୍ରାମରେ କାର୍ତ୍ତିକେଶ୍ୱର ପୂଜା ମହାସମାରୋହରେ ପାଳିତ ହୋଇଯାଇଛି । ଏହି ଉପଲକ୍ଷେ ଗ୍ରାମରେ ଏକ ଉତ୍ସବମୁଖର ପରିବେଶ ସୃଷ୍ଟି ହୋଇଛି । ପୂଜା କମିଟି ତରଫରୁ ବିଭିନ୍ନ ସାଂସ୍କୃତିକ କାର୍ଯ୍ୟକ୍ରମ ଆୟୋଜନ କରାଯାଇଛି । ଏହି ଅବସରରେ କଳସ ଯାତ୍ରା ବାହାରିଥିଲା । ଗ୍ରାମର ମହିଳାମାନେ କଳସରେ ପାଣି ଆଣି ପୂଜା ସମ୍ପନ୍ନ କରିଥିଲେ । ପୂଜା କମିଟିର: [996, 1620, 1229, 1763]
- registration-dot-cyan: [703, 2286, 713, 2296]
- club-rule: [998, 114, 1471, 115]
- elephant-headline: ବର୍ଷକୁ ଉଜୁଡୁଛି ୫ଶହ ଏକର: [6, 39, 911, 141]
- registration-bar: [1398, 2287, 1457, 2295]
- cricket-headline: ଗୁଗୁଲି କପ୍ ନେଲା ନନା ୱାରିଅର୍ସ: [6, 764, 410, 803]
- registration-dot-yellow: [1191, 2286, 1201, 2296]
- thorns-headline-line1: କଣ୍ଟାବାଡ଼ ଦେଇ ରାସ୍ତା: [1029, 1160, 1438, 1213]
- elephant-col2b: ଅଞ୍ଚଳ କିଛି ବାଣ ପଟୁଅଥିବାରୁ ସେମାନେ ଜୋଗାଡ଼ରା ଚାର୍ଜର୍ ଏ କର୍ମୁଶ୍ଚ ଫସଲ ହୋଇପାରୁନାହାନ୍ତି । ହାତୀପଲଙ୍କ ପ୍ରବେଶକୁ ରୋକିବା ପାଇଁ ଯାହା ହାତୀରକ୍ଷୁରବ ବ୍ୟବସ୍ଥା ଦ୍ୱାରା ଦୀର୍ଘସର୍ଭ ରେଲ ହାତୀ ବୋଲାଯାଉଥିବାବେଳେ ତାହାକୁ ଏଡ଼ାଇ ବିଦାୟାଇଥିବା ଅଭିଯୋଗ ହେଉଛି । ଜଙ୍ଗଲ ରେଞ୍ଜର ବନ ବିଭାଗ ପକ୍ଷରୁ ଅଭ୍ୟାରଣ୍ୟରେ ୫ ଭୋଲ୍ଡପୁର ଗ୍ରାମ ନିକଟରେ ଚାରକାନ୍ତ ହୁଇଥିଲା । ଏହି ଜିଂ ମାର୍କେଟରେ ୬ଲକ୍ଷ ଟଙ୍କା ବ୍ୟୟରେ ୪ କି.ମି. ଯାବ ତାରା ବନ୍ଧାଯାଇଛି । ଅନୁରୂପ ୫ କି.ମି. ପାଇଁ ଲୋକଙ୍କ ଦାବି ରହିଛି । କିନ୍ତୁ ବନ ବିଭାଗ କର୍ତ୍ତୃପକ୍ଷଙ୍କ ଭିତ୍ତିକରେ ସେ ଉଦ୍ୟମ ଶୁରୁରା ହୋଇପାରୁନାହିଁ । ତେଣୁ କରକ ପ୍ରଶାସନ ଦ୍ୱାରା ଚାର୍ଜ କରାଯାଇ ହାତୀକୁ ସାମାନ୍ୟ ବିଦ୍ୟୁତ୍: [252, 456, 496, 680]
- procession-photo-caption: ବାଗେଡିଆ ଗାଁର ମହିଳାମାନେ କାର୍ତ୍ତିକେଶ୍ୱର ପୂଜା ଅବସରରେ କଳସ ଯାତ୍ରା କରୁଛନ୍ତି ।: [294, 2265, 688, 2278]
- header-dateline: ଢେଙ୍କାନାଳ-ଅନୁଗୋଳ, ତାଂ।୧୧।୨୦୧୪ରିଖ, ସୋମବାର: [8, 4, 355, 24]
- column-rule: [989, 1160, 990, 1843]
- club-col2: କରିଥିଲେ । ପରେ କ୍ଲବର ସମସ୍ତ ସଦସ୍ୟ ନେଇ ଏକ ବୈଠକ ଅନୁଷ୍ଠିତ ହୋଇଥିଲା । ଆଗାମୀ ଦିନରେ ଗ୍ରାମରେ ଏକ ରକ୍ତଦାନ ଶିବିର, ପରିବେଶ ପାଇଁ ସଚେତନତା କାର୍ଯ୍ୟକ୍ରମ ଓ ସ୍ୱାସ୍ଥ୍ୟସେବା ଶିବିର କରିବା ପାଇଁ ବୈଠକରେ ନିଷ୍ପତ୍ତି ନିଆଯାଇଛି । ଏଥିରେ ସମ୍ପାଦକ ରାକେଶ ପ୍ରଧାନ, ସହସଭାପତି ସନ୍ତୋଷ ଦାସ, କେଳା, ଲିଟୁ ଦାସ, ବୁଲା ଦେଉରୀ ସମେତ ୪୦ରୁ ଊର୍ଦ୍ଧ ସଦସ୍ୟ ଯୋଗ ଦେଇଥିଲେ ।: [1239, 121, 1471, 248]
- thorns-col2: କିନ୍ତୁ ଜମିମାଲିକ ନିଜ ଜାଗା ବୋଲି ଦାବି କରି ରାସ୍ତା ଛାଡ଼ିବାକୁ ନାରାଜ ହୋଇଛନ୍ତି । ଗ୍ରାମବାସୀ କହିଛନ୍ତି ଯେ ଏହି ରାସ୍ତା ପୂର୍ବରୁ ସରକାରୀ ରେକର୍ଡରେ ରହିଛି । ରାସ୍ତା ଖୋଲା ନହେଲେ ଆନ୍ଦୋଳନ କରିବାକୁ ଚେତାବନୀ ଦେଇଛନ୍ତି । ପୋଲିସ ଘଟଣାସ୍ଥଳରେ ପହଞ୍ଚି ସ୍ଥିତି ନିୟନ୍ତ୍ରଣ କରିଛି । ଉଭୟ ପକ୍ଷକୁ ଡାକି ଆଲୋଚନା କରାଯାଉଛି । ଏ ନେଇ ରାଜସ୍ୱ ନିରୀକ୍ଷକ ଜମି ମାପ କରିବେ ବୋଲି ଜଣାପଡ଼ିଛି । ସରପଞ୍ଚ ଓ ସମିତି ସଭ୍ୟ ଗ୍ରାମବାସୀଙ୍କ ସହ ଆଲୋଚନା କରି ସମାଧାନ ପାଇଁ ଚେଷ୍ଟା କରୁଛନ୍ତି । ଶୀଘ୍ର ରାସ୍ତା ଖୋଲାଯିବ ବୋଲି ପ୍ରଶାସନ ଆଶ୍ୱାସନା ଦେଇଛି । ତେବେ ସମସ୍ୟାର ସ୍ଥାୟୀ ସମାଧାନ ହୋଇନାହିଁ । ଲୋକଙ୍କ ମଧ୍ୟରେ ଅସନ୍ତୋଷ ରହିଛି ।: [1239, 1293, 1471, 1501]
- registration-dot-magenta: [252, 2286, 262, 2296]
- column-rule: [989, 1849, 990, 2278]
- column-rule: [742, 1160, 743, 1843]
